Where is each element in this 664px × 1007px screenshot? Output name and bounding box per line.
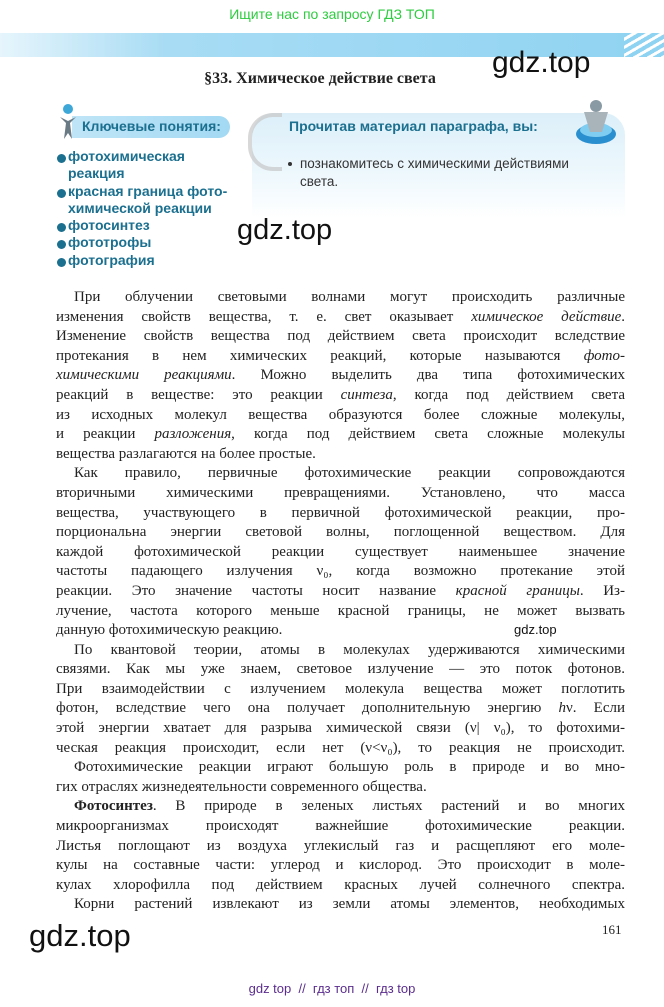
text-segment: . В природе в зеленых листьях растений и во многих: [152, 798, 625, 815]
body-text: [56, 288, 625, 915]
text-segment: реакции. Это значение частоты носит название: [56, 582, 456, 599]
reader-icon: [570, 98, 620, 146]
text-segment: реакций в веществе: это реакции: [56, 386, 341, 403]
italic-term: синтеза: [340, 386, 393, 403]
bullet-icon: [57, 240, 66, 249]
text-line: [56, 484, 625, 504]
text-line: [56, 758, 625, 778]
text-line: [56, 739, 625, 759]
text-line: [56, 856, 625, 876]
key-concept-text: фотосинтез: [68, 217, 150, 234]
key-concept-item: [57, 234, 227, 251]
key-concept-item: [57, 252, 227, 269]
text-segment: изменения свойств вещества, т. е. свет оказывает: [56, 308, 472, 325]
italic-term: красной границы: [455, 582, 580, 599]
text-line: [56, 797, 625, 817]
text-line: [56, 523, 625, 543]
text-line: [56, 602, 625, 622]
text-line: [56, 543, 625, 563]
key-concept-text: реакция: [68, 165, 125, 182]
key-concepts-label: Ключевые понятия:: [82, 118, 221, 134]
goals-label: Прочитав материал параграфа, вы:: [289, 118, 538, 134]
text-line: [56, 504, 625, 524]
watermark: gdz.top: [492, 46, 591, 79]
person-icon: [58, 103, 78, 139]
page-number: 161: [602, 922, 622, 937]
text-line: [56, 406, 625, 426]
text-line: [56, 680, 625, 700]
key-concept-text: фототрофы: [68, 234, 152, 251]
italic-term: химическими реакциями: [56, 367, 232, 384]
footer-links[interactable]: gdz top // гдз топ // гдз top: [248, 981, 416, 996]
text-segment: лучение, частота которого меньше красной границы, не может вызвать: [56, 602, 625, 619]
text-segment: .: [621, 308, 625, 325]
text-line: [56, 641, 625, 661]
text-line: [56, 464, 625, 484]
bullet-icon: [57, 258, 66, 267]
text-line: [56, 327, 625, 347]
text-segment: , когда под действием света сложные молекулы: [231, 426, 625, 443]
text-segment: кулы на составные части: углерод и кислород. Это происходит в моле-: [56, 857, 625, 874]
text-segment: Изменение свойств вещества под действием света происходит вследствие: [56, 328, 625, 345]
text-segment: . Можно выделить два типа фотохимических: [231, 367, 625, 384]
text-segment: Листья поглощают из воздуха углекислый газ и расщепляют его моле-: [56, 837, 625, 854]
text-segment: связями. Как мы уже знаем, световое излучение — это поток фотонов.: [56, 661, 625, 678]
text-line: [56, 366, 625, 386]
text-segment: фотон, вследствие чего она получает дополнительную энергию: [56, 700, 559, 717]
text-line: [56, 699, 625, 719]
text-line: [56, 445, 625, 465]
bold-term: Фотосинтез: [74, 798, 153, 815]
watermark: gdz.top: [514, 622, 557, 637]
top-note: Ищите нас по запросу ГДЗ ТОП: [229, 6, 435, 22]
bullet-icon: [57, 154, 66, 163]
decorative-ring: [248, 113, 282, 171]
key-concept-text: фотография: [68, 251, 155, 268]
text-line: [56, 876, 625, 896]
text-segment: Как правило, первичные фотохимические реакции сопровождаются: [74, 465, 625, 482]
text-segment: ческая реакция происходит, если нет (ν<ν₀), то реакция не происходит.: [56, 739, 625, 756]
text-segment: Корни растений извлекают из земли атомы элементов, необходимых: [74, 896, 625, 913]
text-line: [56, 308, 625, 328]
key-concept-item: [57, 183, 227, 200]
text-segment: , когда под действием света: [392, 386, 625, 403]
key-concepts-list: [57, 148, 227, 269]
text-segment: протекания в нем химических реакций, которые называются: [56, 347, 584, 364]
text-segment: ν. Если: [566, 700, 625, 717]
text-line: [56, 660, 625, 680]
text-line: [56, 347, 625, 367]
key-concept-text: химической реакции: [68, 199, 212, 216]
header-stripes: [624, 33, 664, 57]
bullet-icon: [57, 189, 66, 198]
text-segment: данную фотохимическую реакцию.: [56, 622, 283, 639]
key-concept-item: [57, 148, 227, 165]
text-segment: вещества, участвующего в первичной фотохимической реакции, про-: [56, 504, 625, 521]
text-segment: вторичными химическими превращениями. Установлено, что масса: [56, 484, 625, 501]
text-line: [56, 582, 625, 602]
text-line: [56, 895, 625, 915]
text-line: [56, 425, 625, 445]
text-line: [56, 817, 625, 837]
text-segment: из исходных молекул вещества образуются более сложные молекулы,: [56, 406, 625, 423]
text-line: [56, 719, 625, 739]
text-segment: и реакции: [56, 426, 155, 443]
goal-item-text: познакомитесь с химическими действиями света.: [300, 156, 569, 189]
text-segment: кулах хлорофилла под действием красных лучей солнечного спектра.: [56, 876, 625, 893]
text-line: [56, 386, 625, 406]
italic-term: химическое действие: [471, 308, 622, 325]
text-segment: вещества разлагаются на более простые.: [56, 445, 316, 462]
italic-term: разложения: [154, 426, 232, 443]
text-segment: гих отраслях жизнедеятельности современного общества.: [56, 778, 427, 795]
bullet-icon: [288, 162, 292, 166]
text-segment: частоты падающего излучения ν₀, когда возможно протекание этой: [56, 563, 625, 580]
key-concept-text: фотохимическая: [68, 148, 185, 164]
text-segment: По квантовой теории, атомы в молекулах удерживаются химическими: [74, 641, 625, 658]
text-line: [56, 778, 625, 798]
text-segment: Фотохимические реакции играют большую роль в природе и во мно-: [74, 759, 625, 776]
text-segment: микроорганизмах происходят важнейшие фотохимические реакции.: [56, 818, 625, 835]
goal-item: [288, 155, 608, 191]
text-segment: При взаимодействии с излучением молекула вещества может поглотить: [56, 680, 625, 697]
text-line: [56, 562, 625, 582]
page-title: §33. Химическое действие света: [204, 70, 436, 87]
text-segment: порциональна энергии световой волны, поглощенной веществом. Для: [56, 524, 625, 541]
key-concept-item: [57, 217, 227, 234]
text-segment: каждой фотохимической реакции существует наименьшее значение: [56, 543, 625, 560]
text-segment: этой энергии хватает для разрыва химической связи (ν| ν₀), то фотохими-: [56, 720, 625, 737]
italic-term: h: [558, 700, 566, 717]
italic-term: фото-: [583, 347, 625, 364]
watermark: gdz.top: [237, 214, 333, 246]
text-line: [56, 288, 625, 308]
key-concept-item: [57, 165, 227, 182]
bullet-icon: [57, 223, 66, 232]
key-concept-text: красная граница фото-: [68, 182, 228, 199]
watermark: gdz.top: [29, 918, 131, 953]
text-segment: . Из-: [579, 582, 625, 599]
text-line: [56, 837, 625, 857]
text-segment: При облучении световыми волнами могут происходить различные: [74, 289, 625, 305]
key-concept-item: [57, 200, 227, 217]
